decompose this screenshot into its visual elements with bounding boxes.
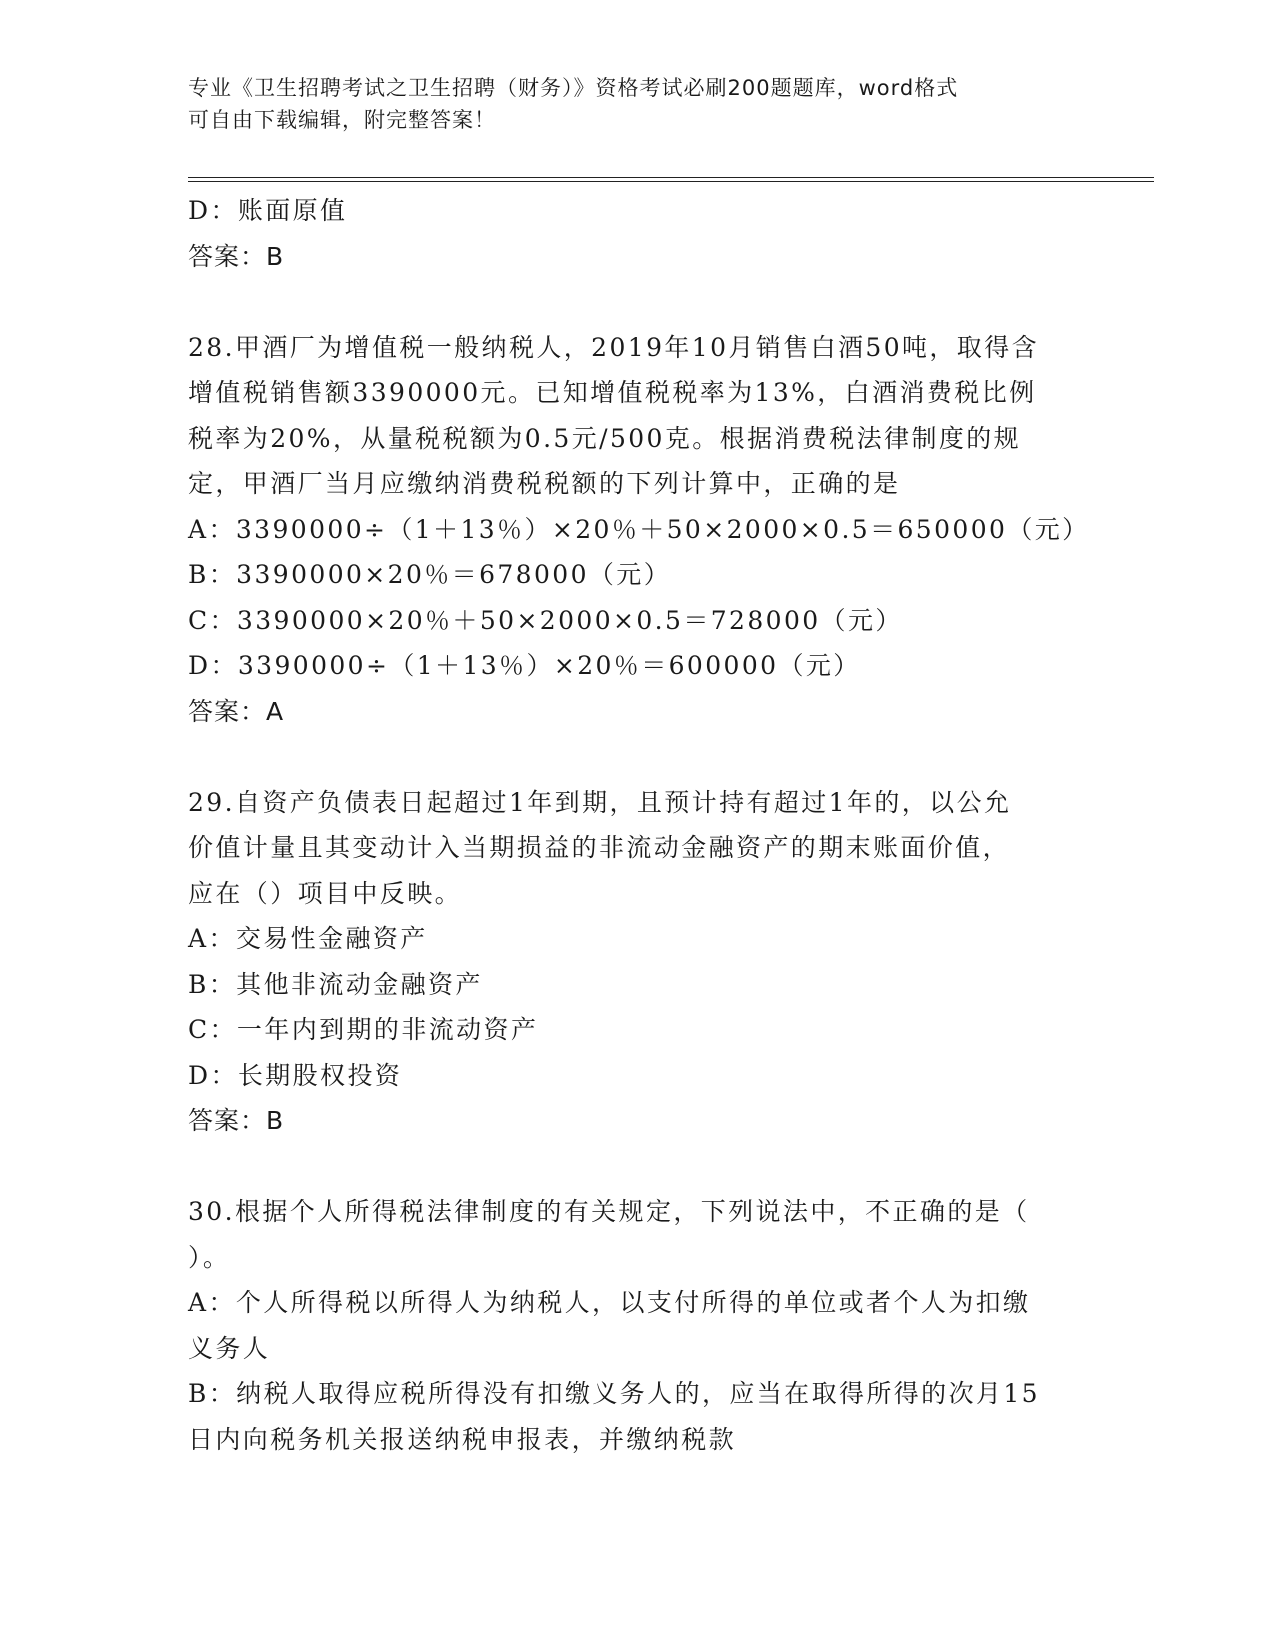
q28-stem-line: 定，甲酒厂当月应缴纳消费税税额的下列计算中，正确的是 — [188, 469, 901, 498]
q29-option-c: C：一年内到期的非流动资产 — [188, 1015, 539, 1044]
spacer — [188, 734, 1088, 780]
header-line-2: 可自由下载编辑，附完整答案！ — [188, 108, 496, 132]
q29-option-d: D：长期股权投资 — [188, 1060, 403, 1090]
spacer — [188, 279, 1088, 325]
q28-stem-line: 增值税销售额3390000元。已知增值税税率为13%，白酒消费税比例 — [188, 378, 1037, 407]
q30-stem-line: 30.根据个人所得税法律制度的有关规定，下列说法中，不正确的是（ — [188, 1197, 1030, 1226]
q29-answer: 答案：B — [188, 1106, 285, 1135]
prev-option-d: D：账面原值 — [188, 196, 348, 225]
header-double-rule — [188, 177, 1154, 182]
q30-option-a-cont: 义务人 — [188, 1333, 271, 1363]
q28-option-c: C：3390000×20％＋50×2000×0.5＝728000（元） — [188, 605, 903, 635]
q28-stem-line: 28.甲酒厂为增值税一般纳税人，2019年10月销售白酒50吨，取得含 — [188, 332, 1040, 362]
q30-option-a: A：个人所得税以所得人为纳税人，以支付所得的单位或者个人为扣缴 — [188, 1288, 1031, 1317]
q29-stem-line: 价值计量且其变动计入当期损益的非流动金融资产的期末账面价值， — [188, 833, 1011, 862]
q28-option-a: A：3390000÷（1＋13％）×20％＋50×2000×0.5＝650000（元） — [188, 514, 1090, 544]
q30-stem-line: ）。 — [188, 1242, 231, 1272]
spacer — [188, 1144, 1088, 1190]
q28-stem-line: 税率为20%，从量税税额为0.5元/500克。根据消费税法律制度的规 — [188, 423, 1022, 453]
question-29 — [188, 780, 1088, 1144]
q28-option-d: D：3390000÷（1＋13％）×20％＝600000（元） — [188, 651, 861, 680]
q30-option-b-cont: 日内向税务机关报送纳税申报表，并缴纳税款 — [188, 1424, 737, 1454]
document-body — [188, 188, 1088, 1462]
q29-option-b: B：其他非流动金融资产 — [188, 969, 483, 999]
page-header — [188, 72, 1068, 136]
q29-option-a: A：交易性金融资产 — [188, 924, 428, 953]
q28-option-b: B：3390000×20％＝678000（元） — [188, 560, 672, 589]
prev-answer: 答案：B — [188, 241, 285, 271]
header-line-1: 专业《卫生招聘考试之卫生招聘（财务）》资格考试必刷200题题库，word格式 — [188, 76, 959, 100]
q30-option-b: B：纳税人取得应税所得没有扣缴义务人的，应当在取得所得的次月15 — [188, 1379, 1040, 1408]
question-30 — [188, 1189, 1088, 1462]
q29-stem-line: 29.自资产负债表日起超过1年到期，且预计持有超过1年的，以公允 — [188, 787, 1012, 817]
q28-answer: 答案：A — [188, 696, 285, 726]
question-28 — [188, 325, 1088, 735]
q29-stem-line: 应在（）项目中反映。 — [188, 878, 463, 908]
